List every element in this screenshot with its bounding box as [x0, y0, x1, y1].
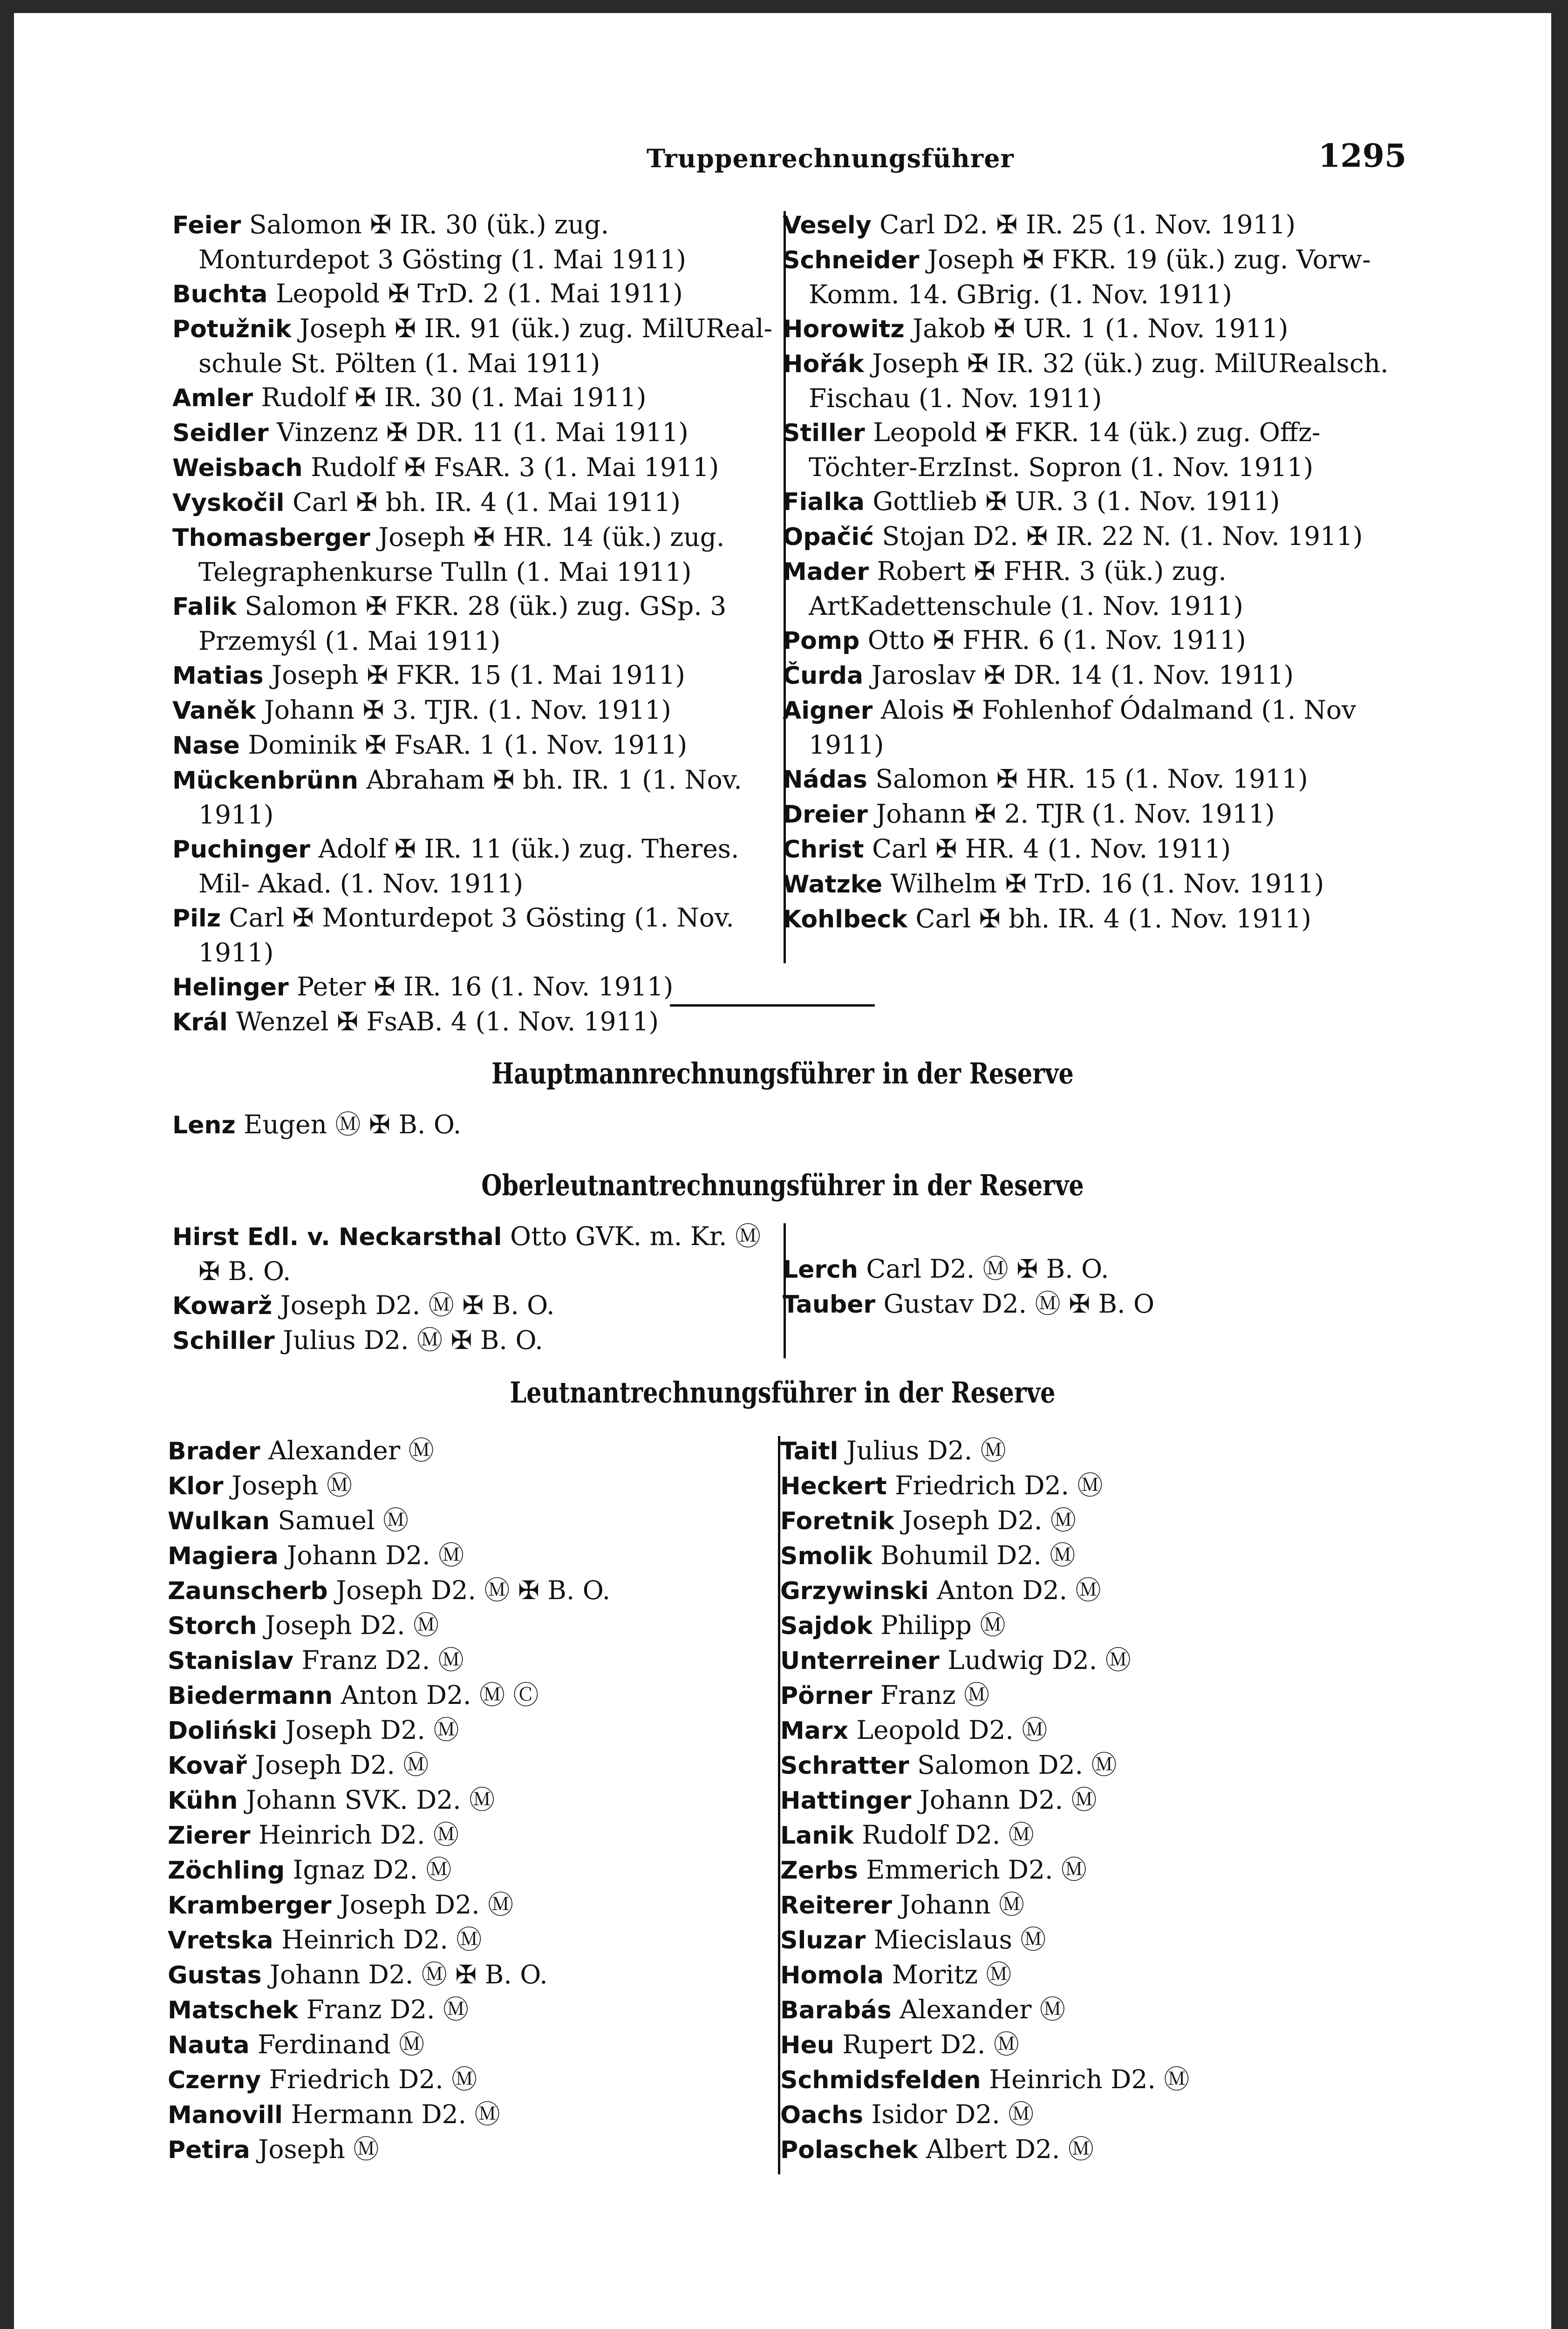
- entry-surname: Nase: [172, 732, 240, 760]
- document-page: [14, 13, 1551, 2329]
- section3-title: Oberleutnantrechnungsführer in der Reserve: [481, 1168, 1084, 1202]
- list-entry: [780, 1923, 1400, 1958]
- entry-details: Carl ✠ Monturdepot 3 Gösting (1. Nov. 1911): [198, 903, 734, 967]
- list-entry: [168, 1608, 773, 1643]
- entry-surname: Barabás: [780, 1996, 892, 2024]
- section-divider-rule: [670, 1004, 875, 1007]
- list-entry: [172, 520, 778, 589]
- entry-details: Anton D2. Ⓜ Ⓒ: [341, 1680, 539, 1710]
- entry-details: Hermann D2. Ⓜ: [291, 2099, 500, 2129]
- entry-surname: Kohlbeck: [783, 906, 907, 933]
- entry-surname: Seidler: [172, 419, 269, 447]
- entry-surname: Puchinger: [172, 836, 310, 864]
- list-entry: [172, 208, 778, 277]
- list-entry: [168, 2097, 773, 2132]
- entry-details: Joseph D2. Ⓜ: [902, 1505, 1076, 1535]
- entry-details: Robert ✠ FHR. 3 (ük.) zug. ArtKadettenschule (1. Nov. 1911): [809, 556, 1244, 621]
- entry-surname: Sajdok: [780, 1612, 873, 1640]
- list-entry: [172, 1288, 778, 1323]
- entry-surname: Lenz: [172, 1111, 236, 1139]
- entry-surname: Lerch: [783, 1256, 858, 1284]
- entry-details: Johann ✠ 2. TJR (1. Nov. 1911): [876, 799, 1275, 829]
- list-entry: [780, 2063, 1400, 2097]
- list-entry: [168, 1818, 773, 1853]
- list-entry: [168, 1713, 773, 1748]
- entry-details: Adolf ✠ IR. 11 (ük.) zug. Theres. Mil- Akad. (1. Nov. 1911): [198, 834, 739, 899]
- entry-details: Heinrich D2. Ⓜ: [989, 2064, 1190, 2094]
- list-entry: [783, 1287, 1402, 1322]
- entry-details: Carl ✠ bh. IR. 4 (1. Nov. 1911): [915, 904, 1311, 933]
- entry-details: Anton D2. Ⓜ: [937, 1575, 1101, 1605]
- entry-details: Joseph D2. Ⓜ: [285, 1715, 459, 1745]
- list-entry: [780, 1643, 1400, 1678]
- entry-surname: Aigner: [783, 697, 873, 725]
- list-entry: [172, 832, 778, 901]
- list-entry: [783, 519, 1402, 554]
- entry-surname: Mückenbrünn: [172, 767, 358, 795]
- entry-surname: Petira: [168, 2136, 250, 2164]
- entry-surname: Heckert: [780, 1472, 887, 1500]
- entry-details: Philipp Ⓜ: [880, 1610, 1006, 1640]
- entry-details: Alexander Ⓜ: [900, 1995, 1065, 2024]
- list-entry: [783, 208, 1402, 243]
- list-entry: [783, 484, 1402, 519]
- entry-details: Otto ✠ FHR. 6 (1. Nov. 1911): [867, 625, 1246, 655]
- list-entry: [780, 1713, 1400, 1748]
- list-entry: [168, 1748, 773, 1783]
- entry-details: Joseph D2. Ⓜ: [255, 1750, 429, 1780]
- entry-surname: Falik: [172, 593, 237, 621]
- list-entry: [168, 2132, 773, 2167]
- entry-details: Ludwig D2. Ⓜ: [948, 1645, 1131, 1675]
- entry-details: Johann D2. Ⓜ: [919, 1785, 1097, 1815]
- entry-details: Peter ✠ IR. 16 (1. Nov. 1911): [297, 972, 674, 1001]
- entry-details: Joseph D2. Ⓜ: [339, 1890, 514, 1920]
- entry-surname: Kühn: [168, 1787, 238, 1815]
- entry-surname: Grzywinski: [780, 1577, 929, 1605]
- entry-surname: Amler: [172, 384, 253, 412]
- entry-details: Samuel Ⓜ: [278, 1505, 409, 1535]
- entry-surname: Taitl: [780, 1437, 839, 1465]
- entry-surname: Vyskočil: [172, 489, 285, 517]
- list-entry: [780, 2097, 1400, 2132]
- list-entry: [172, 312, 778, 381]
- entry-surname: Weisbach: [172, 454, 303, 482]
- list-entry: [780, 1469, 1400, 1504]
- entry-details: Bohumil D2. Ⓜ: [880, 1540, 1076, 1570]
- list-entry: [172, 1323, 778, 1358]
- list-entry: [168, 1573, 773, 1608]
- entry-surname: Biedermann: [168, 1682, 333, 1710]
- list-entry: [783, 693, 1402, 762]
- entry-details: Ignaz D2. Ⓜ: [293, 1855, 452, 1885]
- page-header: [14, 135, 1551, 177]
- entry-details: Franz D2. Ⓜ: [301, 1645, 464, 1675]
- list-entry: [168, 1853, 773, 1888]
- list-entry: [168, 1888, 773, 1923]
- entry-surname: Horowitz: [783, 315, 905, 343]
- entry-surname: Kramberger: [168, 1892, 332, 1920]
- entry-details: Heinrich D2. Ⓜ: [281, 1925, 482, 1954]
- list-entry: [780, 1748, 1400, 1783]
- list-entry: [780, 1539, 1400, 1573]
- list-entry: [783, 312, 1402, 347]
- entry-surname: Hattinger: [780, 1787, 912, 1815]
- entry-surname: Vretska: [168, 1927, 273, 1954]
- list-entry: [780, 1818, 1400, 1853]
- entry-surname: Foretnik: [780, 1507, 894, 1535]
- entry-surname: Schneider: [783, 246, 920, 274]
- list-entry: [172, 485, 778, 520]
- list-entry: [168, 1539, 773, 1573]
- list-entry: [780, 1434, 1400, 1469]
- entry-surname: Zaunscherb: [168, 1577, 328, 1605]
- entry-details: Franz D2. Ⓜ: [306, 1995, 469, 2024]
- list-entry: [168, 1643, 773, 1678]
- entry-surname: Polaschek: [780, 2136, 918, 2164]
- list-entry: [172, 1219, 778, 1288]
- section3-right-column: [783, 1252, 1402, 1322]
- list-entry: [780, 1678, 1400, 1713]
- list-entry: [783, 902, 1402, 937]
- list-entry: [172, 381, 778, 415]
- entry-surname: Nádas: [783, 766, 867, 794]
- entry-details: Johann Ⓜ: [900, 1890, 1025, 1920]
- entry-surname: Lanik: [780, 1822, 854, 1850]
- entry-surname: Zerbs: [780, 1857, 858, 1885]
- entry-details: Johann SVK. D2. Ⓜ: [245, 1785, 495, 1815]
- entry-details: Rudolf D2. Ⓜ: [862, 1820, 1034, 1850]
- entry-details: Eugen Ⓜ ✠ B. O.: [244, 1110, 462, 1139]
- section4-left-column: [168, 1434, 773, 2167]
- entry-surname: Storch: [168, 1612, 257, 1640]
- list-entry: [172, 970, 778, 1005]
- entry-details: Carl D2. ✠ IR. 25 (1. Nov. 1911): [879, 210, 1296, 239]
- entry-surname: Nauta: [168, 2031, 250, 2059]
- entry-details: Wilhelm ✠ TrD. 16 (1. Nov. 1911): [890, 869, 1324, 899]
- list-entry: [780, 1958, 1400, 1993]
- entry-details: Johann D2. Ⓜ ✠ B. O.: [270, 1960, 548, 1989]
- list-entry: [172, 450, 778, 485]
- entry-surname: Wulkan: [168, 1507, 270, 1535]
- list-entry: [783, 797, 1402, 832]
- entry-surname: Doliński: [168, 1717, 277, 1745]
- entry-surname: Tauber: [783, 1291, 876, 1319]
- list-entry: [168, 1678, 773, 1713]
- entry-surname: Schiller: [172, 1327, 275, 1355]
- entry-surname: Kowarž: [172, 1292, 273, 1320]
- entry-details: Salomon ✠ IR. 30 (ük.) zug. Monturdepot 3 Gösting (1. Mai 1911): [198, 210, 686, 274]
- entry-details: Joseph D2. Ⓜ ✠ B. O.: [336, 1575, 611, 1605]
- entry-surname: Kovař: [168, 1752, 247, 1780]
- entry-details: Emmerich D2. Ⓜ: [866, 1855, 1087, 1885]
- list-entry: [172, 415, 778, 450]
- list-entry: [780, 1993, 1400, 2028]
- list-entry: [168, 2063, 773, 2097]
- list-entry: [168, 1993, 773, 2028]
- list-entry: [783, 762, 1402, 797]
- entry-surname: Stanislav: [168, 1647, 294, 1675]
- list-entry: [172, 693, 778, 728]
- list-entry: [172, 1005, 778, 1040]
- list-entry: [780, 1608, 1400, 1643]
- entry-details: Franz Ⓜ: [880, 1680, 990, 1710]
- section4-title: Leutnantrechnungsführer in der Reserve: [510, 1376, 1056, 1410]
- entry-surname: Magiera: [168, 1542, 279, 1570]
- entry-surname: Matias: [172, 662, 264, 690]
- entry-surname: Brader: [168, 1437, 260, 1465]
- list-entry: [780, 1573, 1400, 1608]
- entry-details: Salomon ✠ FKR. 28 (ük.) zug. GSp. 3 Przemyśl (1. Mai 1911): [198, 591, 727, 656]
- entry-details: Moritz Ⓜ: [892, 1960, 1012, 1989]
- entry-details: Alexander Ⓜ: [268, 1436, 434, 1465]
- entry-surname: Helinger: [172, 974, 289, 1001]
- entry-details: Albert D2. Ⓜ: [926, 2134, 1094, 2164]
- list-entry: [168, 1469, 773, 1504]
- entry-details: Heinrich D2. Ⓜ: [258, 1820, 459, 1850]
- entry-details: Joseph ✠ IR. 32 (ük.) zug. MilURealsch. Fischau (1. Nov. 1911): [809, 348, 1389, 413]
- entry-details: Carl ✠ bh. IR. 4 (1. Mai 1911): [292, 487, 681, 517]
- entry-details: Joseph ✠ IR. 91 (ük.) zug. MilUReal- schule St. Pölten (1. Mai 1911): [198, 313, 773, 378]
- entry-surname: Fialka: [783, 488, 865, 516]
- list-entry: [780, 2028, 1400, 2063]
- list-entry: [780, 1888, 1400, 1923]
- entry-surname: Dreier: [783, 801, 868, 829]
- entry-surname: Watzke: [783, 871, 883, 899]
- entry-details: Alois ✠ Fohlenhof Ódalmand (1. Nov 1911): [809, 695, 1357, 760]
- entry-surname: Stiller: [783, 419, 865, 447]
- entry-details: Johann D2. Ⓜ: [286, 1540, 464, 1570]
- entry-details: Julius D2. Ⓜ: [846, 1436, 1006, 1465]
- entry-surname: Potužnik: [172, 315, 292, 343]
- list-entry: [172, 901, 778, 970]
- entry-surname: Manovill: [168, 2101, 283, 2129]
- entry-surname: Matschek: [168, 1996, 299, 2024]
- entry-surname: Schratter: [780, 1752, 909, 1780]
- entry-details: Joseph ✠ FKR. 19 (ük.) zug. Vorw- Komm. 14. GBrig. (1. Nov. 1911): [809, 245, 1371, 309]
- list-entry: [172, 277, 778, 312]
- section2-title: Hauptmannrechnungsführer in der Reserve: [491, 1056, 1074, 1090]
- list-entry: [168, 1958, 773, 1993]
- entry-details: Abraham ✠ bh. IR. 1 (1. Nov. 1911): [198, 765, 742, 830]
- entry-surname: Buchta: [172, 280, 268, 308]
- list-entry: [780, 1783, 1400, 1818]
- list-entry: [783, 867, 1402, 902]
- entry-surname: Klor: [168, 1472, 224, 1500]
- entry-details: Salomon ✠ HR. 15 (1. Nov. 1911): [875, 764, 1308, 794]
- entry-details: Miecislaus Ⓜ: [873, 1925, 1046, 1954]
- entry-surname: Marx: [780, 1717, 849, 1745]
- entry-details: Joseph ✠ FKR. 15 (1. Mai 1911): [272, 660, 685, 690]
- list-entry: [780, 1504, 1400, 1539]
- entry-details: Stojan D2. ✠ IR. 22 N. (1. Nov. 1911): [882, 521, 1363, 551]
- entry-details: Joseph ✠ HR. 14 (ük.) zug. Telegraphenkurse Tulln (1. Mai 1911): [198, 522, 725, 587]
- entry-details: Rudolf ✠ IR. 30 (1. Mai 1911): [261, 382, 647, 412]
- list-entry: [783, 415, 1402, 484]
- list-entry: [172, 728, 778, 763]
- entry-surname: Hirst Edl. v. Neckarsthal: [172, 1223, 502, 1251]
- entry-details: Gustav D2. Ⓜ ✠ B. O: [883, 1289, 1155, 1319]
- entry-details: Carl D2. Ⓜ ✠ B. O.: [866, 1254, 1109, 1284]
- entry-surname: Feier: [172, 211, 241, 239]
- list-entry: [168, 2028, 773, 2063]
- entry-details: Rudolf ✠ FsAR. 3 (1. Mai 1911): [311, 452, 719, 482]
- entry-details: Isidor D2. Ⓜ: [871, 2099, 1034, 2129]
- entry-details: Vinzenz ✠ DR. 11 (1. Mai 1911): [277, 417, 689, 447]
- entry-surname: Vesely: [783, 211, 872, 239]
- entry-surname: Mader: [783, 558, 869, 586]
- entry-details: Julius D2. Ⓜ ✠ B. O.: [283, 1325, 543, 1355]
- entry-surname: Christ: [783, 836, 864, 864]
- entry-surname: Čurda: [783, 662, 864, 690]
- list-entry: [783, 347, 1402, 415]
- list-entry: [168, 1504, 773, 1539]
- section3-left-column: [172, 1219, 778, 1358]
- entry-surname: Czerny: [168, 2066, 261, 2094]
- list-entry: [783, 243, 1402, 312]
- entry-details: Carl ✠ HR. 4 (1. Nov. 1911): [872, 834, 1231, 864]
- section4-right-column: [780, 1434, 1400, 2167]
- running-title: Truppenrechnungsführer: [647, 143, 1014, 173]
- entry-surname: Opačić: [783, 523, 874, 551]
- entry-surname: Homola: [780, 1961, 884, 1989]
- entry-details: Joseph D2. Ⓜ: [265, 1610, 439, 1640]
- section1-right-column: [783, 208, 1402, 937]
- entry-details: Otto GVK. m. Kr. Ⓜ ✠ B. O.: [198, 1221, 761, 1286]
- list-entry: [783, 554, 1402, 623]
- entry-details: Rupert D2. Ⓜ: [842, 2029, 1019, 2059]
- entry-surname: Schmidsfelden: [780, 2066, 981, 2094]
- entry-details: Wenzel ✠ FsAB. 4 (1. Nov. 1911): [236, 1007, 659, 1036]
- entry-details: Jaroslav ✠ DR. 14 (1. Nov. 1911): [871, 660, 1294, 690]
- entry-details: Johann ✠ 3. TJR. (1. Nov. 1911): [264, 695, 671, 725]
- entry-surname: Gustas: [168, 1961, 262, 1989]
- list-entry: [168, 1434, 773, 1469]
- entry-details: Salomon D2. Ⓜ: [917, 1750, 1117, 1780]
- entry-surname: Vaněk: [172, 697, 256, 725]
- entry-surname: Pilz: [172, 905, 221, 933]
- entry-details: Joseph Ⓜ: [258, 2134, 379, 2164]
- entry-surname: Král: [172, 1008, 228, 1036]
- entry-details: Ferdinand Ⓜ: [258, 2029, 425, 2059]
- entry-surname: Unterreiner: [780, 1647, 940, 1675]
- entry-surname: Reiterer: [780, 1892, 892, 1920]
- page-number: 1295: [1318, 137, 1407, 175]
- list-entry: [168, 1923, 773, 1958]
- list-entry: [780, 1853, 1400, 1888]
- entry-surname: Heu: [780, 2031, 834, 2059]
- entry-surname: Pörner: [780, 1682, 873, 1710]
- list-entry: [783, 832, 1402, 867]
- entry-details: Dominik ✠ FsAR. 1 (1. Nov. 1911): [248, 730, 688, 760]
- list-entry: [780, 2132, 1400, 2167]
- entry-surname: Sluzar: [780, 1927, 866, 1954]
- list-entry: [172, 589, 778, 658]
- list-entry: [168, 1783, 773, 1818]
- entry-details: Leopold ✠ TrD. 2 (1. Mai 1911): [275, 279, 683, 308]
- list-entry: [783, 658, 1402, 693]
- list-entry: [172, 658, 778, 693]
- entry-surname: Pomp: [783, 627, 860, 655]
- list-entry: [172, 763, 778, 832]
- entry-details: Joseph Ⓜ: [231, 1471, 353, 1500]
- entry-surname: Zierer: [168, 1822, 251, 1850]
- entry-surname: Oachs: [780, 2101, 864, 2129]
- entry-surname: Hořák: [783, 350, 864, 378]
- entry-details: Friedrich D2. Ⓜ: [269, 2064, 477, 2094]
- entry-details: Gottlieb ✠ UR. 3 (1. Nov. 1911): [873, 486, 1280, 516]
- section1-left-column: [172, 208, 778, 1040]
- entry-details: Joseph D2. Ⓜ ✠ B. O.: [280, 1290, 555, 1320]
- entry-details: Jakob ✠ UR. 1 (1. Nov. 1911): [913, 313, 1288, 343]
- entry-surname: Thomasberger: [172, 524, 370, 552]
- entry-surname: Zöchling: [168, 1857, 285, 1885]
- entry-details: Leopold ✠ FKR. 14 (ük.) zug. Offz- Töchter-ErzInst. Sopron (1. Nov. 1911): [809, 417, 1321, 482]
- entry-details: Friedrich D2. Ⓜ: [895, 1471, 1103, 1500]
- entry-details: Leopold D2. Ⓜ: [856, 1715, 1048, 1745]
- section2-entry: [172, 1108, 778, 1143]
- list-entry: [783, 623, 1402, 658]
- list-entry: [783, 1252, 1402, 1287]
- entry-surname: Smolik: [780, 1542, 873, 1570]
